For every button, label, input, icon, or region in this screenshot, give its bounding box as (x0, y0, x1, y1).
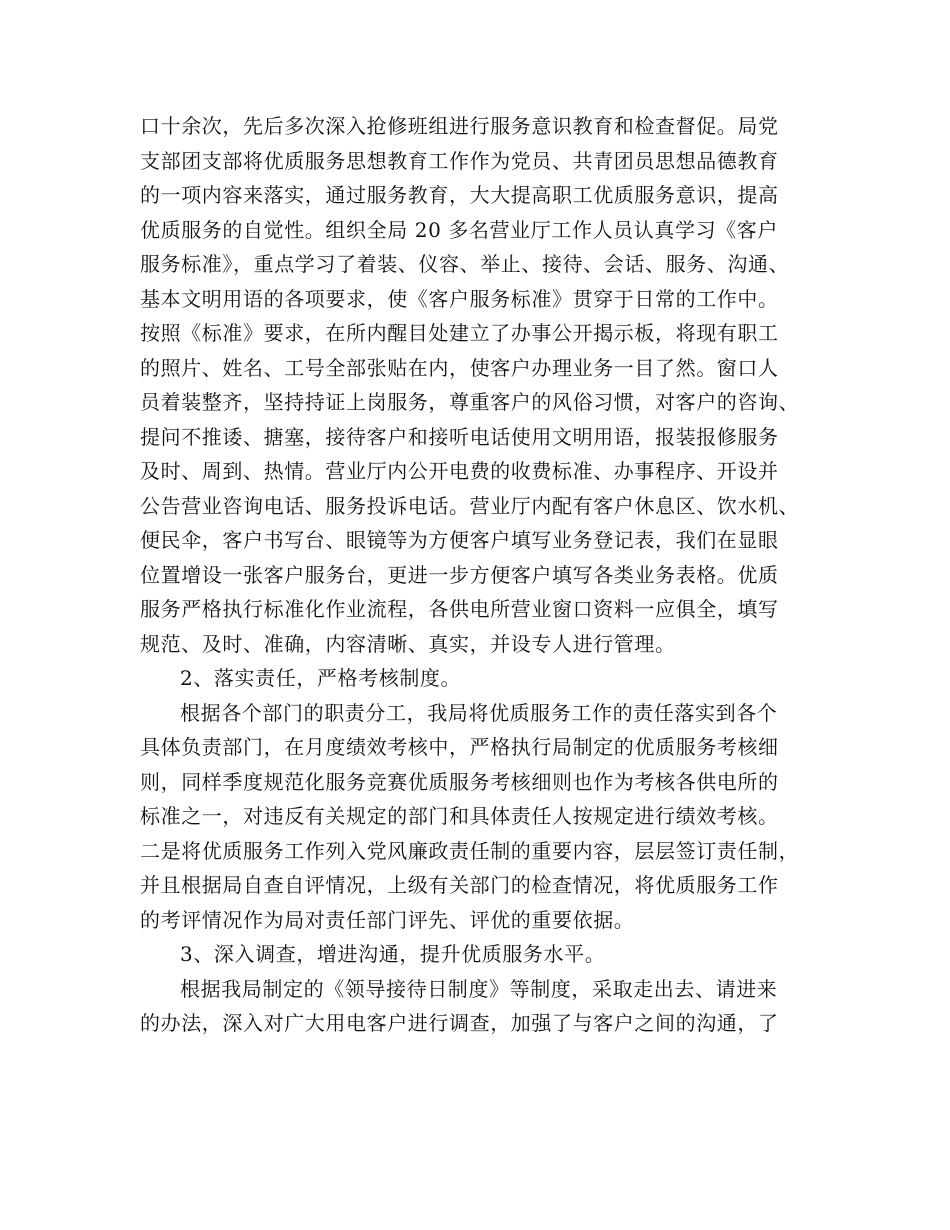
text-line: 的一项内容来落实，通过服务教育，大大提高职工优质服务意识，提高 (140, 183, 779, 207)
text-line: 按照《标准》要求，在所内醒目处建立了办事公开揭示板，将现有职工 (140, 321, 779, 345)
text-line: 根据各个部门的职责分工，我局将优质服务工作的责任落实到各个 (180, 700, 778, 725)
text-line: 标准之一，对违反有关规定的部门和具体责任人按规定进行绩效考核。 (140, 804, 779, 828)
text-line: 优质服务的自觉性。组织全局 20 多名营业厅工作人员认真学习《客户 (140, 217, 778, 242)
text-line: 及时、周到、热情。营业厅内公开电费的收费标准、办事程序、开设并 (140, 459, 779, 483)
text-line: 公告营业咨询电话、服务投诉电话。营业厅内配有客户休息区、饮水机、 (140, 493, 800, 518)
text-line: 便民伞，客户书写台、眼镜等为方便客户填写业务登记表，我们在显眼 (140, 528, 779, 552)
section-heading: 2、落实责任，严格考核制度。 (180, 666, 462, 690)
document-body (140, 109, 820, 1041)
text-line: 提问不推诿、搪塞，接待客户和接听电话使用文明用语，报装报修服务 (140, 424, 779, 449)
text-line: 的考评情况作为局对责任部门评先、评优的重要依据。 (140, 907, 635, 932)
text-line: 员着装整齐，坚持持证上岗服务，尊重客户的风俗习惯，对客户的咨询、 (140, 390, 800, 414)
text-line: 具体负责部门，在月度绩效考核中，严格执行局制定的优质服务考核细 (140, 735, 779, 759)
text-line: 则，同样季度规范化服务竞赛优质服务考核细则也作为考核各供电所的 (140, 769, 779, 794)
text-line: 基本文明用语的各项要求，使《客户服务标准》贯穿于日常的工作中。 (140, 286, 779, 311)
text-line: 并且根据局自查自评情况，上级有关部门的检查情况，将优质服务工作 (140, 873, 779, 897)
text-line: 服务标准》，重点学习了着装、仪容、举止、接待、会话、服务、沟通、 (140, 252, 790, 276)
text-line: 根据我局制定的《领导接待日制度》等制度，采取走出去、请进来 (180, 976, 778, 1001)
text-line: 服务严格执行标准化作业流程，各供电所营业窗口资料一应俱全，填写 (140, 597, 779, 621)
text-line: 二是将优质服务工作列入党风廉政责任制的重要内容，层层签订责任制， (140, 838, 800, 863)
text-line: 的照片、姓名、工号全部张贴在内，使客户办理业务一目了然。窗口人 (140, 355, 779, 380)
section-heading: 3、深入调查，增进沟通，提升优质服务水平。 (180, 942, 606, 966)
text-line: 支部团支部将优质服务思想教育工作作为党员、共青团员思想品德教育 (140, 148, 779, 173)
text-line: 位置增设一张客户服务台，更进一步方便客户填写各类业务表格。优质 (140, 562, 779, 587)
text-line: 的办法，深入对广大用电客户进行调查，加强了与客户之间的沟通，了 (140, 1011, 779, 1035)
text-line: 口十余次，先后多次深入抢修班组进行服务意识教育和检查督促。局党 (140, 114, 779, 138)
text-line: 规范、及时、准确，内容清晰、真实，并设专人进行管理。 (140, 631, 676, 656)
